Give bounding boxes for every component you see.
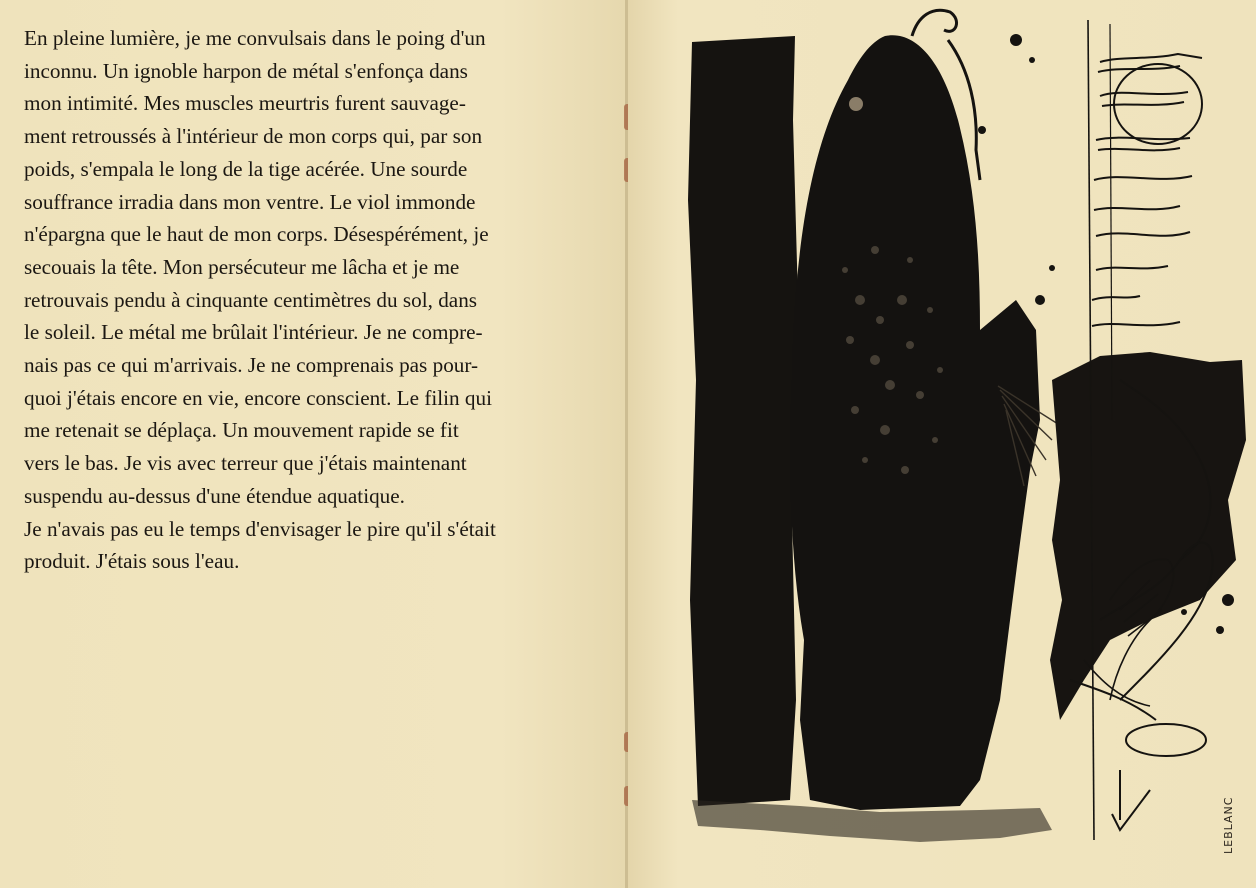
text-line: le soleil. Le métal me brûlait l'intérieur. Je ne compre- (24, 320, 483, 345)
dark-scribble-mass (1050, 352, 1246, 720)
black-bar (688, 36, 798, 806)
left-page (0, 0, 626, 888)
fish-silhouette (790, 35, 1040, 810)
text-line: produit. J'étais sous l'eau. (24, 549, 240, 574)
text-line: ment retroussés à l'intérieur de mon corps qui, par son (24, 124, 483, 149)
artist-signature: LEBLANC (1222, 796, 1235, 854)
hook-line (912, 10, 957, 36)
body-text (24, 22, 609, 578)
text-line: inconnu. Un ignoble harpon de métal s'enfonça dans (24, 58, 468, 83)
text-line: En pleine lumière, je me convulsais dans le poing d'un (24, 26, 486, 50)
text-line: suspendu au-dessus d'une étendue aquatique. (24, 483, 405, 508)
text-line: me retenait se déplaça. Un mouvement rapide se fit (24, 418, 459, 443)
fish-eye (849, 97, 863, 111)
text-line: secouais la tête. Mon persécuteur me lâcha et je me (24, 254, 460, 279)
text-line: retrouvais pendu à cinquante centimètres du sol, dans (24, 287, 478, 312)
text-line: mon intimité. Mes muscles meurtris furent sauvage- (24, 91, 466, 116)
text-line: souffrance irradia dans mon ventre. Le viol immonde (24, 189, 476, 214)
text-line: Je n'avais pas eu le temps d'envisager le pire qu'il s'était (24, 516, 496, 541)
text-line: poids, s'empala le long de la tige acérée. Une sourde (24, 156, 468, 181)
text-line: nais pas ce qui m'arrivais. Je ne comprenais pas pour- (24, 353, 479, 378)
text-line: vers le bas. Je vis avec terreur que j'étais maintenant (24, 451, 467, 476)
text-line: n'épargna que le haut de mon corps. Désespérément, je (24, 222, 489, 247)
text-line: quoi j'étais encore en vie, encore conscient. Le filin qui (24, 385, 492, 410)
fish-lithograph-artwork (680, 0, 1256, 888)
